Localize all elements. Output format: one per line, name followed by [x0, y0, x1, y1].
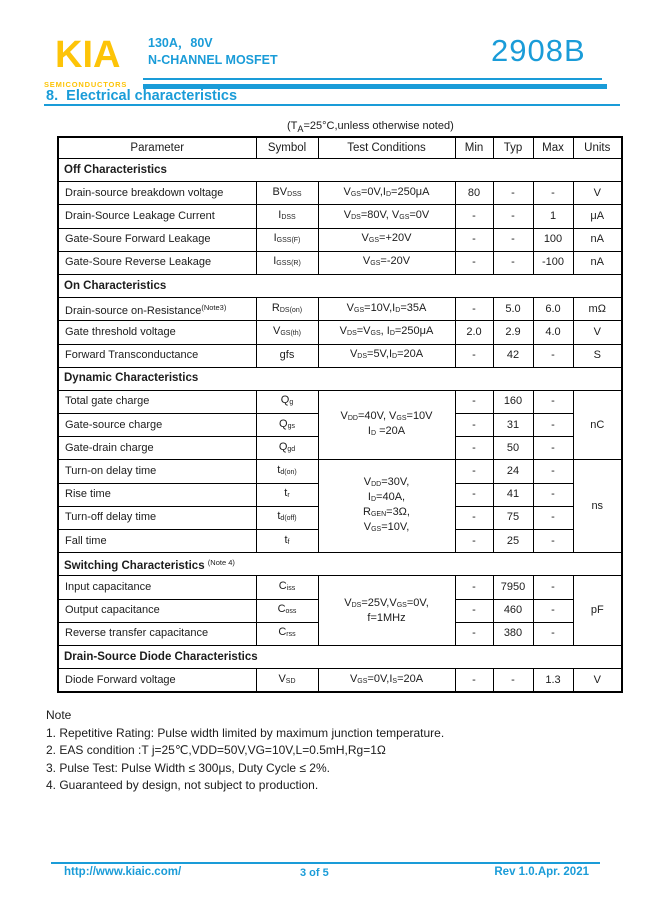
table-row: [58, 251, 622, 274]
min-cell: 80: [455, 182, 493, 205]
column-header-param: Parameter: [58, 137, 256, 159]
spec-table: [57, 136, 623, 693]
symbol-cell: $C_{rss}$: [256, 622, 318, 645]
device-summary: [148, 35, 278, 69]
typ-cell: 7950: [493, 576, 533, 599]
symbol-cell: $I_{GSS(R)}$: [256, 251, 318, 274]
param-cell: Drain-Source Leakage Current: [58, 205, 256, 228]
min-cell: 2.0: [455, 321, 493, 344]
units-cell: mΩ: [573, 298, 622, 321]
units-cell: V: [573, 321, 622, 344]
symbol-cell: $R_{DS(on)}$: [256, 298, 318, 321]
typ-cell: 42: [493, 344, 533, 367]
condition-cell: $V_{GS}=+20V$: [318, 228, 455, 251]
typ-cell: 25: [493, 530, 533, 553]
section-label: Switching Characteristics $^{(Note 4)}$: [58, 553, 622, 576]
typ-cell: -: [493, 228, 533, 251]
max-cell: -: [533, 576, 573, 599]
param-cell: Gate-Soure Forward Leakage: [58, 228, 256, 251]
param-cell: Input capacitance: [58, 576, 256, 599]
symbol-cell: $t_f$: [256, 530, 318, 553]
note-item: 2. EAS condition :T j=25℃,VDD=50V,VG=10V,L=0.5mH,Rg=1Ω: [46, 743, 386, 757]
min-cell: -: [455, 483, 493, 506]
section-row: [58, 274, 622, 297]
table-condition-note: ($T_A=25^\circ C,unless$ otherwise noted): [287, 120, 454, 135]
max-cell: -: [533, 530, 573, 553]
table-body: [58, 159, 622, 693]
condition-cell: $V_{DD}=30V$, $I_D=40A$, $R_{GEN}=3\Omega$, $V_{GS}=10V$,: [318, 460, 455, 553]
kia-logo-subtext: SEMICONDUCTORS: [44, 80, 128, 89]
typ-cell: 5.0: [493, 298, 533, 321]
table-head: [58, 137, 622, 159]
column-header-max: Max: [533, 137, 573, 159]
param-cell: Reverse transfer capacitance: [58, 622, 256, 645]
max-cell: -: [533, 460, 573, 483]
param-cell: Drain-source breakdown voltage: [58, 182, 256, 205]
device-type: N-CHANNEL MOSFET: [148, 53, 278, 67]
min-cell: -: [455, 390, 493, 413]
notes-block: [46, 707, 444, 795]
device-rating: 130A，80V: [148, 36, 213, 50]
column-header-min: Min: [455, 137, 493, 159]
param-cell: Gate threshold voltage: [58, 321, 256, 344]
symbol-cell: $C_{iss}$: [256, 576, 318, 599]
units-cell: nC: [573, 390, 622, 460]
units-cell: S: [573, 344, 622, 367]
max-cell: -100: [533, 251, 573, 274]
symbol-cell: $t_{d(off)}$: [256, 506, 318, 529]
symbol-cell: $Q_{gs}$: [256, 414, 318, 437]
table-row: [58, 576, 622, 599]
units-cell: pF: [573, 576, 622, 646]
units-cell: nA: [573, 228, 622, 251]
table-row: [58, 344, 622, 367]
param-cell: Turn-on delay time: [58, 460, 256, 483]
table-header-row: [58, 137, 622, 159]
table-row: [58, 390, 622, 413]
max-cell: 1: [533, 205, 573, 228]
section-label: Off Characteristics: [58, 159, 622, 182]
condition-cell: $V_{DD}=40V$, $V_{GS}=10V$ $I_D =20A$: [318, 390, 455, 460]
param-cell: Output capacitance: [58, 599, 256, 622]
typ-cell: -: [493, 205, 533, 228]
min-cell: -: [455, 437, 493, 460]
typ-cell: 460: [493, 599, 533, 622]
param-cell: Gate-drain charge: [58, 437, 256, 460]
max-cell: -: [533, 622, 573, 645]
condition-cell: $V_{DS}=5V,I_D=20A$: [318, 344, 455, 367]
units-cell: nA: [573, 251, 622, 274]
column-header-condition: Test Conditions: [318, 137, 455, 159]
symbol-cell: $t_r$: [256, 483, 318, 506]
min-cell: -: [455, 251, 493, 274]
max-cell: -: [533, 599, 573, 622]
min-cell: -: [455, 228, 493, 251]
param-cell: Forward Transconductance: [58, 344, 256, 367]
min-cell: -: [455, 298, 493, 321]
max-cell: -: [533, 182, 573, 205]
section-label: Dynamic Characteristics: [58, 367, 622, 390]
section-row: [58, 553, 622, 576]
table-row: [58, 182, 622, 205]
min-cell: -: [455, 414, 493, 437]
condition-cell: $V_{GS}=0V,I_D=250\mu A$: [318, 182, 455, 205]
note-item: 3. Pulse Test: Pulse Width ≤ 300μs, Duty Cycle ≤ 2%.: [46, 760, 330, 775]
column-header-symbol: Symbol: [256, 137, 318, 159]
condition-cell: $V_{GS}=-20V$: [318, 251, 455, 274]
units-cell: V: [573, 669, 622, 693]
param-cell: Drain-source on-Resistance$^{(Note3)}$: [58, 298, 256, 321]
note-item: 4. Guaranteed by design, not subject to production.: [46, 778, 319, 792]
max-cell: -: [533, 506, 573, 529]
table-row: [58, 321, 622, 344]
units-cell: V: [573, 182, 622, 205]
param-cell: Rise time: [58, 483, 256, 506]
symbol-cell: $Q_g$: [256, 390, 318, 413]
units-cell: ns: [573, 460, 622, 553]
symbol-cell: $Q_{gd}$: [256, 437, 318, 460]
header-rule-thin: [143, 78, 602, 80]
max-cell: -: [533, 344, 573, 367]
footer-revision: Rev 1.0.Apr. 2021: [494, 866, 589, 878]
symbol-cell: $C_{oss}$: [256, 599, 318, 622]
typ-cell: -: [493, 669, 533, 693]
max-cell: -: [533, 390, 573, 413]
typ-cell: 24: [493, 460, 533, 483]
typ-cell: -: [493, 182, 533, 205]
footer-rule: [51, 862, 600, 864]
section-row: [58, 159, 622, 182]
param-cell: Gate-source charge: [58, 414, 256, 437]
param-cell: Diode Forward voltage: [58, 669, 256, 693]
max-cell: -: [533, 437, 573, 460]
table-row: [58, 669, 622, 693]
max-cell: -: [533, 414, 573, 437]
section-label: Drain-Source Diode Characteristics: [58, 645, 622, 668]
min-cell: -: [455, 460, 493, 483]
section-row: [58, 645, 622, 668]
min-cell: -: [455, 576, 493, 599]
max-cell: 100: [533, 228, 573, 251]
max-cell: 4.0: [533, 321, 573, 344]
typ-cell: 41: [493, 483, 533, 506]
kia-logo: KIA: [55, 34, 121, 76]
max-cell: 1.3: [533, 669, 573, 693]
section-heading: 8. Electrical characteristics: [46, 88, 238, 104]
symbol-cell: $BV_{DSS}$: [256, 182, 318, 205]
param-cell: Total gate charge: [58, 390, 256, 413]
typ-cell: 31: [493, 414, 533, 437]
min-cell: -: [455, 530, 493, 553]
condition-cell: $V_{GS}=10V,I_D=35A$: [318, 298, 455, 321]
note-item: 1. Repetitive Rating: Pulse width limited by maximum junction temperature.: [46, 725, 445, 740]
typ-cell: 75: [493, 506, 533, 529]
table-row: [58, 460, 622, 483]
typ-cell: 50: [493, 437, 533, 460]
symbol-cell: $t_{d(on)}$: [256, 460, 318, 483]
units-cell: μA: [573, 205, 622, 228]
typ-cell: 2.9: [493, 321, 533, 344]
param-cell: Gate-Soure Reverse Leakage: [58, 251, 256, 274]
column-header-units: Units: [573, 137, 622, 159]
min-cell: -: [455, 622, 493, 645]
symbol-cell: $I_{DSS}$: [256, 205, 318, 228]
max-cell: -: [533, 483, 573, 506]
condition-cell: $V_{GS}=0V,I_S=20A$: [318, 669, 455, 693]
min-cell: -: [455, 599, 493, 622]
section-heading-underline: [44, 104, 620, 106]
footer-website-link[interactable]: http://www.kiaic.com/: [64, 866, 182, 878]
condition-cell: $V_{DS}=V_{GS}$, $I_D=250\mu A$: [318, 321, 455, 344]
table-row: [58, 298, 622, 321]
min-cell: -: [455, 506, 493, 529]
min-cell: -: [455, 344, 493, 367]
param-cell: Fall time: [58, 530, 256, 553]
typ-cell: 160: [493, 390, 533, 413]
condition-cell: $V_{DS}=80V$, $V_{GS}=0V$: [318, 205, 455, 228]
symbol-cell: $V_{SD}$: [256, 669, 318, 693]
part-number: 2908B: [491, 33, 586, 68]
notes-title: Note: [46, 708, 72, 722]
symbol-cell: gfs: [256, 344, 318, 367]
typ-cell: -: [493, 251, 533, 274]
symbol-cell: $I_{GSS(F)}$: [256, 228, 318, 251]
param-cell: Turn-off delay time: [58, 506, 256, 529]
notes-list: [46, 725, 444, 795]
typ-cell: 380: [493, 622, 533, 645]
section-row: [58, 367, 622, 390]
footer-page-indicator: 3 of 5: [300, 867, 329, 879]
min-cell: -: [455, 205, 493, 228]
table-row: [58, 228, 622, 251]
max-cell: 6.0: [533, 298, 573, 321]
min-cell: -: [455, 669, 493, 693]
symbol-cell: $V_{GS(th)}$: [256, 321, 318, 344]
section-label: On Characteristics: [58, 274, 622, 297]
condition-cell: $V_{DS}=25V,V_{GS}=0V$, f=1MHz: [318, 576, 455, 646]
column-header-typ: Typ: [493, 137, 533, 159]
table-row: [58, 205, 622, 228]
